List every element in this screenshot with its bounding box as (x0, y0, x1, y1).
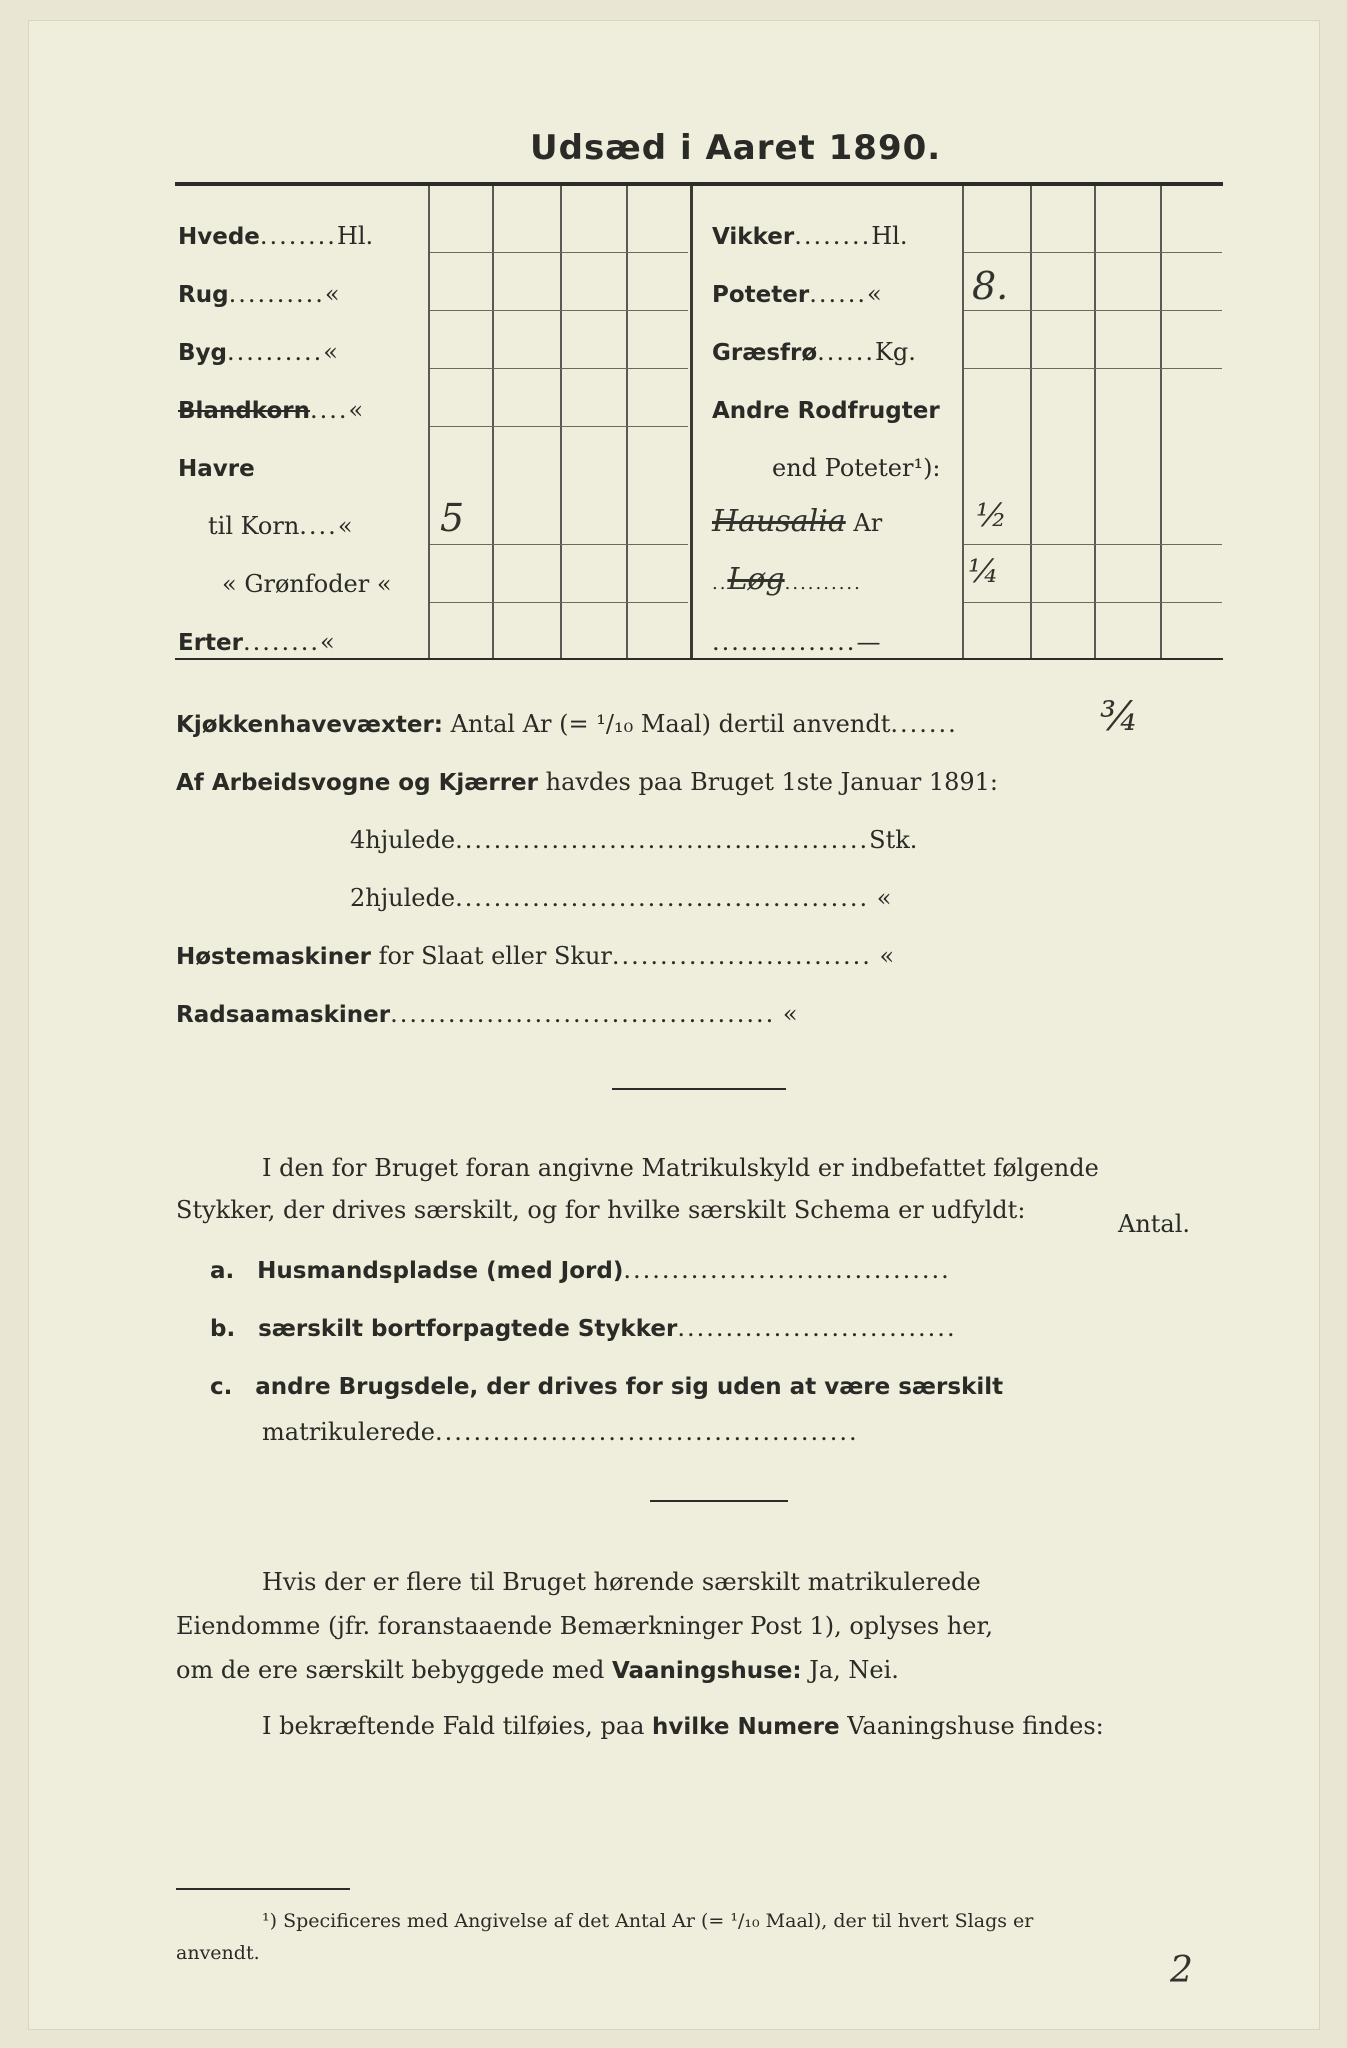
section-separator (612, 1088, 786, 1090)
crop-row-hausalia: Hausalia Ar (712, 504, 883, 539)
crop-row-hvede: Hvede........Hl. (178, 222, 374, 250)
houses-line1: Hvis der er flere til Bruget hørende særskilt matrikulerede (262, 1568, 981, 1596)
right-underline (964, 544, 1222, 545)
left-column-line-2 (492, 186, 494, 658)
right-column-line-1 (962, 186, 964, 658)
right-column-line-3 (1094, 186, 1096, 658)
footnote-line2: anvendt. (176, 1942, 260, 1964)
table-bottom-rule (175, 658, 1223, 660)
right-underline (964, 252, 1222, 253)
right-underline (964, 368, 1222, 369)
antal-label: Antal. (1118, 1210, 1191, 1238)
matrikul-item-c: c. andre Brugsdele, der drives for sig uden at være særskilt (210, 1374, 1004, 1400)
footnote-line1: ¹) Specificeres med Angivelse af det Antal Ar (= ¹/₁₀ Maal), der til hvert Slags er (262, 1910, 1034, 1932)
table-center-divider (690, 186, 693, 658)
left-underline (430, 544, 688, 545)
page-title: Udsæd i Aaret 1890. (530, 128, 942, 168)
table-top-rule (175, 182, 1223, 186)
crop-row-graesfro: Græsfrø......Kg. (712, 338, 916, 366)
crop-row-havre-korn: til Korn....« (208, 512, 353, 540)
footnote-rule (176, 1888, 350, 1890)
crop-row-end-poteter: end Poteter¹): (772, 454, 941, 482)
matrikul-para-line2: Stykker, der drives særskilt, og for hvilke særskilt Schema er udfyldt: (176, 1196, 1026, 1224)
hausalia-value: ½ (976, 496, 1008, 534)
houses-line2: Eiendomme (jfr. foranstaaende Bemærkninger Post 1), oplyses her, (176, 1612, 993, 1640)
crop-row-log: ..Løg.......... (712, 562, 862, 597)
crop-row-gronfoder: « Grønfoder « (222, 570, 392, 598)
right-underline (964, 310, 1222, 311)
crop-row-blank: ...............— (712, 628, 881, 656)
left-column-line-3 (560, 186, 562, 658)
crop-row-vikker: Vikker........Hl. (712, 222, 908, 250)
poteter-value: 8. (972, 264, 1009, 308)
matrikul-item-c-cont: matrikulerede............................................ (262, 1418, 859, 1446)
section-separator (650, 1500, 788, 1502)
kitchen-garden-value: ¾ (1100, 694, 1139, 740)
right-column-line-2 (1030, 186, 1032, 658)
crop-row-blandkorn: Blandkorn....« (178, 396, 364, 424)
left-underline (430, 252, 688, 253)
harvest-machines: Høstemaskiner for Slaat eller Skur........................... « (176, 942, 895, 970)
left-underline (430, 310, 688, 311)
kitchen-garden-line: Kjøkkenhavevæxter: Antal Ar (= ¹/₁₀ Maal) dertil anvendt....... (176, 710, 958, 738)
crop-row-poteter: Poteter......« (712, 280, 882, 308)
right-underline (964, 602, 1222, 603)
houses-line3: om de ere særskilt bebyggede med Vaaningshuse: Ja, Nei. (176, 1656, 899, 1684)
crop-row-havre: Havre (178, 456, 255, 482)
matrikul-item-a: a. Husmandspladse (med Jord).................................. (210, 1256, 951, 1284)
havre-korn-value: 5 (440, 496, 465, 540)
matrikul-item-b: b. særskilt bortforpagtede Stykker............................. (210, 1314, 957, 1342)
left-column-line-1 (428, 186, 430, 658)
wagons-4-wheel: 4hjulede...........................................Stk. (350, 826, 918, 854)
sowing-machines: Radsaamaskiner........................................ « (176, 1000, 798, 1028)
matrikul-para-line1: I den for Bruget foran angivne Matrikulskyld er indbefattet følgende (262, 1154, 1099, 1182)
crop-row-rug: Rug..........« (178, 280, 340, 308)
left-underline (430, 602, 688, 603)
crop-row-byg: Byg..........« (178, 338, 338, 366)
crop-row-andre-rodfrugter: Andre Rodfrugter (712, 398, 940, 424)
right-column-line-4 (1160, 186, 1162, 658)
log-value: ¼ (968, 552, 1000, 590)
crop-row-erter: Erter........« (178, 628, 335, 656)
left-column-line-4 (626, 186, 628, 658)
wagons-heading: Af Arbeidsvogne og Kjærrer havdes paa Bruget 1ste Januar 1891: (176, 768, 998, 796)
left-underline (430, 426, 688, 427)
houses-line4: I bekræftende Fald tilføies, paa hvilke Numere Vaaningshuse findes: (262, 1712, 1104, 1740)
left-underline (430, 368, 688, 369)
wagons-2-wheel: 2hjulede........................................... « (350, 884, 892, 912)
page-number-mark: 2 (1170, 1950, 1193, 1991)
